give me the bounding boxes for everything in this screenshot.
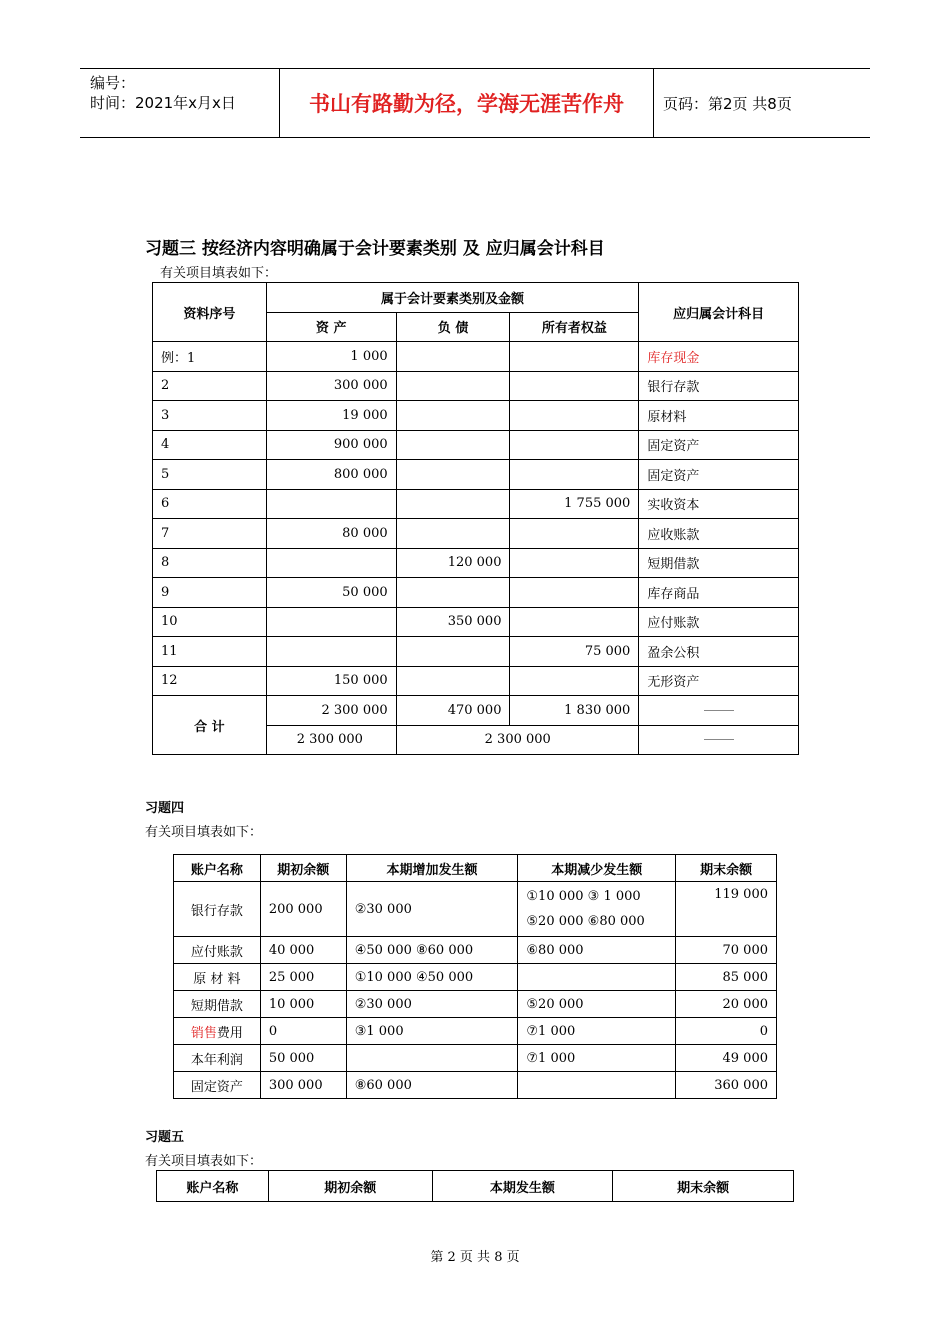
equity-cell — [510, 460, 639, 490]
ex3-head-group: 属于会计要素类别及金额 — [266, 283, 639, 313]
seq-cell: 9 — [153, 578, 267, 608]
ex5-intro: 有关项目填表如下： — [145, 1154, 263, 1169]
account-name: 应付账款 — [190, 944, 243, 960]
column-header: 本期减少发生额 — [518, 855, 676, 882]
column-header: 期初余额 — [260, 855, 346, 882]
dash-mark — [704, 710, 734, 711]
column-header: 期初余额 — [268, 1171, 432, 1202]
opening-balance-cell: 10 000 — [260, 991, 346, 1018]
equity-cell — [510, 666, 639, 696]
account-name-cell — [174, 964, 261, 991]
equity-cell — [510, 548, 639, 578]
number-label: 编号： — [90, 74, 136, 92]
page-footer: 第 2 页 共 8 页 — [430, 1250, 520, 1265]
closing-balance-cell: 85 000 — [676, 964, 777, 991]
table-row — [153, 607, 799, 637]
column-header: 账户名称 — [157, 1171, 269, 1202]
asset-cell: 50 000 — [266, 578, 396, 608]
header-page: 页码：第2页 共8页 — [663, 94, 792, 113]
account-name-cell — [174, 1072, 261, 1099]
increase-cell: ④50 000 ⑧60 000 — [346, 937, 518, 964]
liability-cell — [396, 460, 510, 490]
account-name: 原 材 料 — [193, 971, 241, 987]
opening-balance-cell: 25 000 — [260, 964, 346, 991]
account-cell: 银行存款 — [639, 371, 799, 401]
ex4-table — [173, 854, 777, 1099]
seq-cell: 8 — [153, 548, 267, 578]
decrease-line: ⑦1 000 — [526, 1023, 576, 1039]
seq-cell: 3 — [153, 401, 267, 431]
table-row — [174, 882, 777, 937]
decrease-cell — [518, 1045, 676, 1072]
table-row — [153, 430, 799, 460]
liability-cell — [396, 342, 510, 372]
asset-cell — [266, 637, 396, 667]
account-name-cell — [174, 1018, 261, 1045]
increase-cell: ⑧60 000 — [346, 1072, 518, 1099]
decrease-line: ⑥80 000 — [526, 942, 584, 958]
seq-cell: 6 — [153, 489, 267, 519]
equity-cell — [510, 607, 639, 637]
account-cell: 应付账款 — [639, 607, 799, 637]
increase-cell: ①10 000 ④50 000 — [346, 964, 518, 991]
account-name: 短期借款 — [190, 998, 243, 1014]
ex3-grand-le: 2 300 000 — [396, 725, 639, 755]
liability-cell — [396, 637, 510, 667]
ex4-intro: 有关项目填表如下： — [145, 825, 263, 840]
table-row — [174, 1072, 777, 1099]
ex3-total-asset: 2 300 000 — [266, 696, 396, 726]
table-row — [153, 460, 799, 490]
account-name: 银行存款 — [190, 903, 243, 919]
opening-balance-cell: 40 000 — [260, 937, 346, 964]
ex3-head-liab: 负 债 — [396, 312, 510, 342]
table-row — [153, 666, 799, 696]
decrease-line: ⑦1 000 — [526, 1050, 576, 1066]
table-row — [153, 548, 799, 578]
ex4-title: 习题四 — [145, 801, 185, 816]
seq-cell: 例：1 — [153, 342, 267, 372]
header-motto: 书山有路勤为径，学海无涯苦作舟 — [280, 69, 654, 137]
account-name-cell — [174, 991, 261, 1018]
decrease-cell — [518, 882, 676, 937]
seq-cell: 5 — [153, 460, 267, 490]
liability-cell: 350 000 — [396, 607, 510, 637]
account-name-cell — [174, 1045, 261, 1072]
increase-cell: ③1 000 — [346, 1018, 518, 1045]
column-header: 期末余额 — [613, 1171, 794, 1202]
asset-cell — [266, 489, 396, 519]
equity-cell — [510, 519, 639, 549]
column-header: 期末余额 — [676, 855, 777, 882]
liability-cell: 120 000 — [396, 548, 510, 578]
decrease-cell — [518, 1072, 676, 1099]
account-cell: 固定资产 — [639, 430, 799, 460]
ex3-total-blank — [639, 696, 799, 726]
ex5-table — [156, 1170, 794, 1202]
account-name-cell — [174, 937, 261, 964]
increase-cell: ②30 000 — [346, 991, 518, 1018]
ex3-head-asset: 资 产 — [266, 312, 396, 342]
asset-cell: 19 000 — [266, 401, 396, 431]
closing-balance-cell: 0 — [676, 1018, 777, 1045]
table-row — [153, 489, 799, 519]
opening-balance-cell: 200 000 — [260, 882, 346, 937]
liability-cell — [396, 430, 510, 460]
equity-cell: 1 755 000 — [510, 489, 639, 519]
closing-balance-cell: 49 000 — [676, 1045, 777, 1072]
seq-cell: 12 — [153, 666, 267, 696]
seq-cell: 4 — [153, 430, 267, 460]
account-cell: 实收资本 — [639, 489, 799, 519]
dash-mark — [704, 739, 734, 740]
increase-cell — [346, 1045, 518, 1072]
ex3-grand-asset: 2 300 000 — [266, 725, 396, 755]
asset-cell: 1 000 — [266, 342, 396, 372]
seq-cell: 2 — [153, 371, 267, 401]
opening-balance-cell: 300 000 — [260, 1072, 346, 1099]
seq-cell: 7 — [153, 519, 267, 549]
table-row — [174, 964, 777, 991]
equity-cell: 75 000 — [510, 637, 639, 667]
decrease-cell — [518, 1018, 676, 1045]
decrease-cell — [518, 964, 676, 991]
table-row — [153, 371, 799, 401]
asset-cell: 80 000 — [266, 519, 396, 549]
opening-balance-cell: 0 — [260, 1018, 346, 1045]
closing-balance-cell: 20 000 — [676, 991, 777, 1018]
table-row — [174, 937, 777, 964]
account-cell: 库存现金 — [639, 342, 799, 372]
account-cell: 原材料 — [639, 401, 799, 431]
equity-cell — [510, 371, 639, 401]
asset-cell — [266, 548, 396, 578]
decrease-line: ①10 000 ③ 1 000 — [526, 889, 641, 904]
asset-cell — [266, 607, 396, 637]
account-cell: 无形资产 — [639, 666, 799, 696]
header-meta — [80, 69, 280, 137]
account-cell: 固定资产 — [639, 460, 799, 490]
liability-cell — [396, 489, 510, 519]
ex3-intro: 有关项目填表如下： — [160, 266, 278, 281]
column-header: 本期增加发生额 — [346, 855, 518, 882]
opening-balance-cell: 50 000 — [260, 1045, 346, 1072]
closing-balance-cell: 119 000 — [676, 882, 777, 937]
ex3-table — [152, 282, 799, 755]
ex3-total-label: 合 计 — [153, 696, 267, 755]
ex3-head-account: 应归属会计科目 — [639, 283, 799, 342]
account-name: 本年利润 — [190, 1052, 243, 1068]
account-cell: 库存商品 — [639, 578, 799, 608]
asset-cell: 800 000 — [266, 460, 396, 490]
ex3-grand-blank — [639, 725, 799, 755]
account-name-red: 销售 — [190, 1025, 217, 1041]
liability-cell — [396, 519, 510, 549]
column-header: 账户名称 — [174, 855, 261, 882]
table-row — [153, 578, 799, 608]
table-row — [174, 1018, 777, 1045]
account-name: 固定资产 — [190, 1079, 243, 1095]
ex3-total-equity: 1 830 000 — [510, 696, 639, 726]
account-name-rest: 费用 — [216, 1025, 243, 1041]
account-name-cell — [174, 882, 261, 937]
table-row — [153, 519, 799, 549]
closing-balance-cell: 360 000 — [676, 1072, 777, 1099]
increase-cell: ②30 000 — [346, 882, 518, 937]
page-header — [80, 68, 870, 138]
ex3-title: 习题三 按经济内容明确属于会计要素类别 及 应归属会计科目 — [145, 239, 605, 259]
ex3-head-equity: 所有者权益 — [510, 312, 639, 342]
account-cell: 盈余公积 — [639, 637, 799, 667]
decrease-cell — [518, 991, 676, 1018]
ex3-total-liab: 470 000 — [396, 696, 510, 726]
account-cell: 应收账款 — [639, 519, 799, 549]
column-header: 本期发生额 — [432, 1171, 613, 1202]
ex5-title: 习题五 — [145, 1130, 185, 1145]
seq-cell: 10 — [153, 607, 267, 637]
liability-cell — [396, 401, 510, 431]
closing-balance-cell: 70 000 — [676, 937, 777, 964]
equity-cell — [510, 401, 639, 431]
account-cell: 短期借款 — [639, 548, 799, 578]
table-row — [153, 637, 799, 667]
table-row — [174, 1045, 777, 1072]
table-row — [153, 342, 799, 372]
asset-cell: 300 000 — [266, 371, 396, 401]
equity-cell — [510, 430, 639, 460]
equity-cell — [510, 342, 639, 372]
date-label: 时间：2021年x月x日 — [90, 94, 236, 112]
liability-cell — [396, 371, 510, 401]
equity-cell — [510, 578, 639, 608]
decrease-line: ⑤20 000 — [526, 996, 584, 1012]
asset-cell: 900 000 — [266, 430, 396, 460]
decrease-cell — [518, 937, 676, 964]
ex3-head-seq: 资料序号 — [153, 283, 267, 342]
seq-cell: 11 — [153, 637, 267, 667]
table-row — [153, 401, 799, 431]
asset-cell: 150 000 — [266, 666, 396, 696]
table-row — [174, 991, 777, 1018]
liability-cell — [396, 578, 510, 608]
liability-cell — [396, 666, 510, 696]
decrease-line: ⑤20 000 ⑥80 000 — [526, 914, 645, 929]
